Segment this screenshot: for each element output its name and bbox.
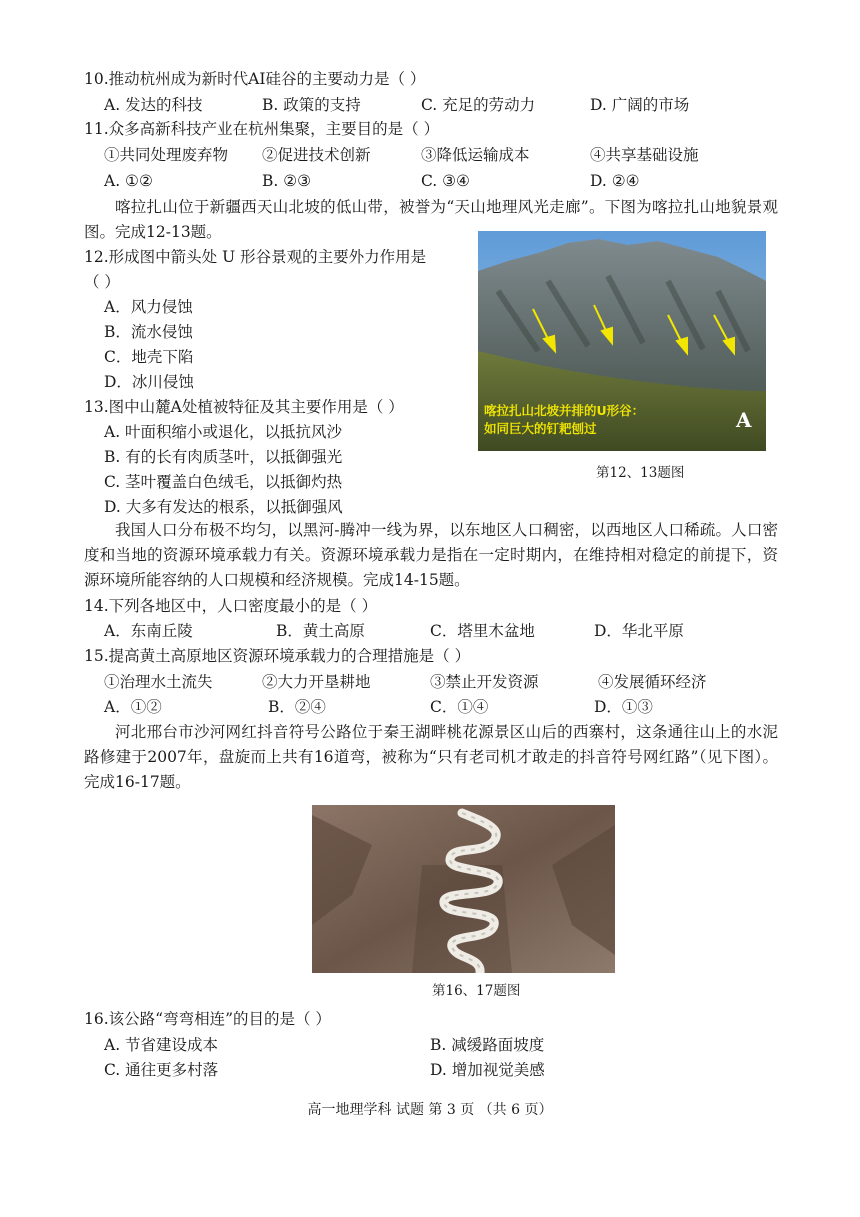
q13-option-a: A. 叶面积缩小或退化，以抵抗风沙 xyxy=(104,423,343,441)
figure-karazha-photo xyxy=(478,231,766,451)
figure-road-photo xyxy=(312,805,615,973)
overlay-line-1: 喀拉扎山北坡并排的U形谷： xyxy=(484,403,645,418)
q13-option-b: B. 有的长有肉质茎叶，以抵御强光 xyxy=(104,448,343,466)
overlay-line-2: 如同巨大的钉耙刨过 xyxy=(484,421,597,436)
q11-item-4: ④共享基础设施 xyxy=(590,146,699,164)
q10-option-b: B. 政策的支持 xyxy=(262,96,361,114)
q13-option-c: C. 茎叶覆盖白色绒毛，以抵御灼热 xyxy=(104,473,343,491)
q15-item-2: ②大力开垦耕地 xyxy=(262,673,371,691)
q16-stem: 16.该公路“弯弯相连”的目的是（ ） xyxy=(84,1010,331,1028)
q10-option-d: D. 广阔的市场 xyxy=(590,96,690,114)
q10-stem: 10.推动杭州成为新时代AI硅谷的主要动力是（ ） xyxy=(84,70,426,88)
q12-stem: 12.形成图中箭头处 U 形谷景观的主要外力作用是 xyxy=(84,248,427,266)
passage-karazha: 喀拉扎山位于新疆西天山北坡的低山带，被誉为“天山地理风光走廊”。下图为喀拉扎山地貌景观图。完成12-13题。 xyxy=(84,198,778,241)
q11-option-d: D. ②④ xyxy=(590,172,640,190)
q15-item-1: ①治理水土流失 xyxy=(104,673,213,691)
q11-option-b: B. ②③ xyxy=(262,172,312,190)
q15-item-4: ④发展循环经济 xyxy=(598,673,707,691)
figure-2-caption: 第16、17题图 xyxy=(432,983,521,999)
q16-option-c: C. 通往更多村落 xyxy=(104,1061,219,1079)
q11-option-c: C. ③④ xyxy=(421,172,470,190)
q11-item-1: ①共同处理废弃物 xyxy=(104,146,229,164)
q12-stem-bracket: （ ） xyxy=(84,273,120,291)
q13-stem: 13.图中山麓A处植被特征及其主要作用是（ ） xyxy=(84,398,404,416)
q14-option-a: A．东南丘陵 xyxy=(104,622,193,640)
q11-option-a: A. ①② xyxy=(104,172,153,190)
q11-stem: 11.众多高新科技产业在杭州集聚，主要目的是（ ） xyxy=(84,120,440,138)
q13-option-d: D. 大多有发达的根系，以抵御强风 xyxy=(104,498,343,516)
q15-stem: 15.提高黄土高原地区资源环境承载力的合理措施是（ ） xyxy=(84,647,471,665)
q15-item-3: ③禁止开发资源 xyxy=(430,673,539,691)
marker-a: A xyxy=(736,408,752,432)
q16-option-d: D. 增加视觉美感 xyxy=(430,1061,545,1079)
q10-option-c: C. 充足的劳动力 xyxy=(421,96,536,114)
q11-item-3: ③降低运输成本 xyxy=(421,146,530,164)
figure-1-caption: 第12、13题图 xyxy=(596,465,685,481)
q14-option-b: B．黄土高原 xyxy=(276,622,365,640)
q12-option-b: B．流水侵蚀 xyxy=(104,323,193,341)
q15-option-a: A．①② xyxy=(104,698,162,716)
q14-option-c: C．塔里木盆地 xyxy=(430,622,535,640)
q14-option-d: D．华北平原 xyxy=(594,622,684,640)
q15-option-b: B．②④ xyxy=(268,698,326,716)
q14-stem: 14.下列各地区中，人口密度最小的是（ ） xyxy=(84,597,378,615)
passage-population: 我国人口分布极不均匀，以黑河-腾冲一线为界，以东地区人口稠密，以西地区人口稀疏。人口密度和当地的资源环境承载力有关。资源环境承载力是指在一定时期内，在维持相对稳定的前提下，资源环境所能容纳的人口规模和经济规模。完成14-15题。 xyxy=(84,521,778,589)
q10-option-a: A. 发达的科技 xyxy=(104,96,203,114)
q16-option-b: B. 减缓路面坡度 xyxy=(430,1036,545,1054)
q15-option-d: D．①③ xyxy=(594,698,653,716)
q11-item-2: ②促进技术创新 xyxy=(262,146,371,164)
q12-option-c: C．地壳下陷 xyxy=(104,348,194,366)
q16-option-a: A. 节省建设成本 xyxy=(104,1036,219,1054)
q12-option-d: D．冰川侵蚀 xyxy=(104,373,194,391)
page-footer: 高一地理学科 试题 第 3 页 （共 6 页） xyxy=(307,1102,553,1118)
passage-road: 河北邢台市沙河网红抖音符号公路位于秦王湖畔桃花源景区山后的西寨村，这条通往山上的水泥路修建于2007年，盘旋而上共有16道弯，被称为“只有老司机才敢走的抖音符号网红路”（见下图）。完成16-17题。 xyxy=(84,723,778,791)
q15-option-c: C．①④ xyxy=(430,698,489,716)
q12-option-a: A．风力侵蚀 xyxy=(104,298,193,316)
